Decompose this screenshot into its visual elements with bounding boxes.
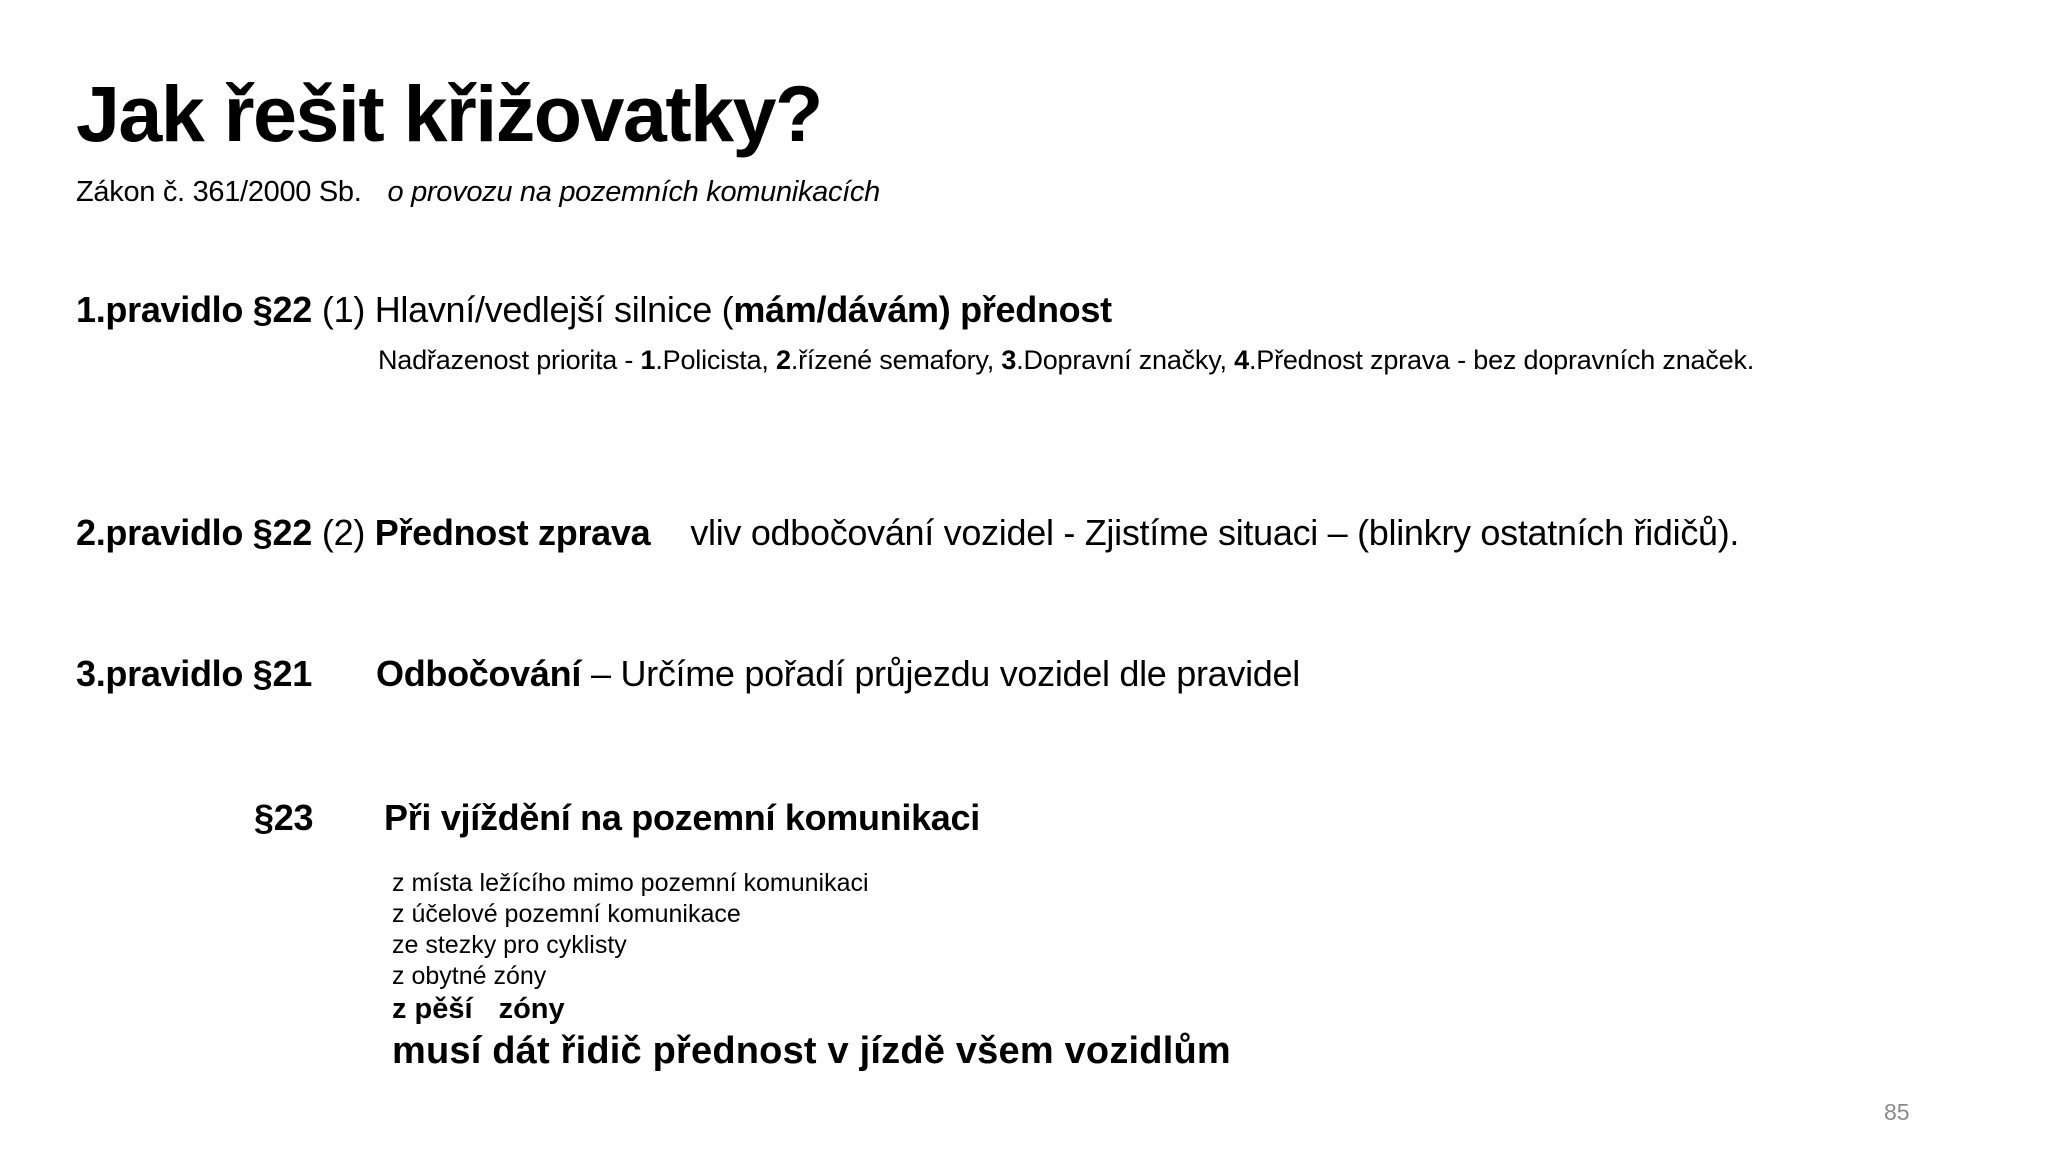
section-23-label: §23 <box>254 797 314 838</box>
list-item: ze stezky pro cyklisty <box>392 931 627 959</box>
section-23-list <box>392 868 869 1027</box>
priority-text: .řízené semafory, <box>790 345 1002 375</box>
rule-1-emphasis: mám/dávám) přednost <box>733 289 1112 330</box>
page-number: 85 <box>1884 1099 1910 1125</box>
list-item: z obytné zóny <box>392 962 547 990</box>
priority-number: 4 <box>1234 345 1249 375</box>
priority-number: 2 <box>776 345 791 375</box>
rule-1-priority-order <box>378 345 1754 376</box>
rule-2-label: 2.pravidlo §22 <box>76 512 312 553</box>
rule-3-text: – Určíme pořadí průjezdu vozidel dle pravidel <box>591 653 1300 694</box>
rule-2 <box>76 512 1740 553</box>
rule-2-text: vliv odbočování vozidel - Zjistíme situaci – (blinkry ostatních řidičů). <box>690 512 1740 553</box>
law-number: Zákon č. 361/2000 Sb. <box>76 176 362 208</box>
section-23-title: Při vjíždění na pozemní komunikaci <box>384 797 980 838</box>
list-item-part: zóny <box>498 993 565 1025</box>
section-23-conclusion: musí dát řidič přednost v jízdě všem vozidlům <box>392 1030 1231 1072</box>
priority-text: .Policista, <box>655 345 776 375</box>
slide-title: Jak řešit křižovatky? <box>76 69 822 158</box>
list-item-part: z pěší <box>392 993 473 1025</box>
list-item: z účelové pozemní komunikace <box>392 900 741 928</box>
law-name: o provozu na pozemních komunikacích <box>387 176 880 208</box>
rule-3-label: 3.pravidlo §21 <box>76 653 312 694</box>
priority-number: 1 <box>640 345 656 375</box>
priority-text: .Přednost zprava - bez dopravních značek. <box>1248 345 1755 375</box>
priority-number: 3 <box>1001 345 1017 375</box>
rule-2-paragraph: (2) <box>321 512 375 553</box>
rule-3 <box>376 653 1300 694</box>
rule-1 <box>76 289 1112 330</box>
law-reference <box>76 176 880 209</box>
priority-text: .Dopravní značky, <box>1016 345 1235 375</box>
rule-1-paragraph: (1) Hlavní/vedlejší silnice ( <box>321 289 734 330</box>
list-item <box>392 992 869 1027</box>
priority-prefix: Nadřazenost priorita - <box>378 345 641 375</box>
rule-1-label: 1.pravidlo §22 <box>76 289 312 330</box>
rule-3-emphasis: Odbočování <box>376 653 582 694</box>
list-item: z místa ležícího mimo pozemní komunikaci <box>392 869 869 897</box>
rule-2-emphasis: Přednost zprava <box>374 512 651 553</box>
